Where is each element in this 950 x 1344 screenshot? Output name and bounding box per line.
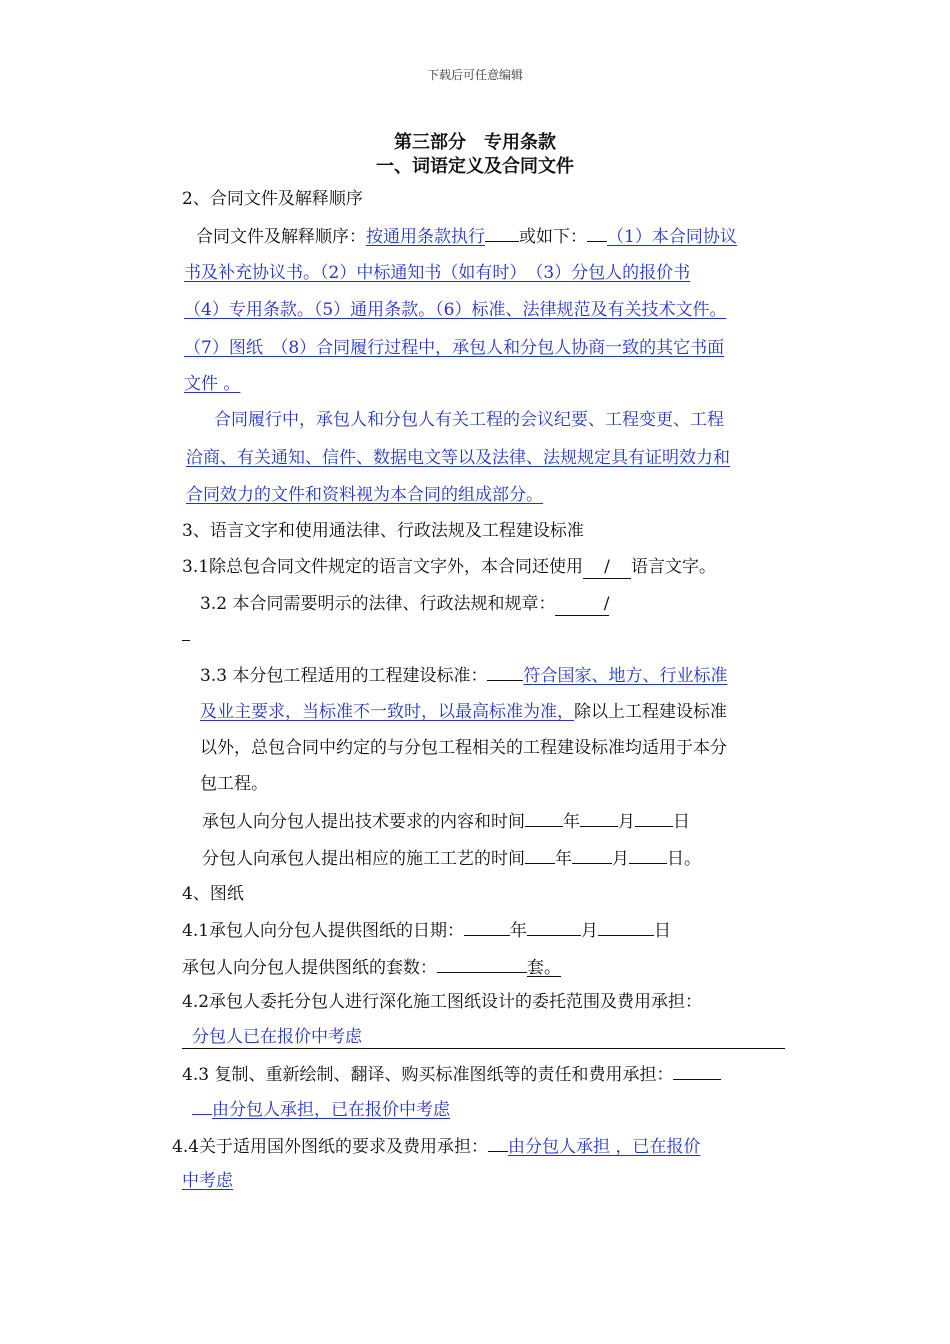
year-blank bbox=[525, 810, 563, 827]
s3-3-line4: 包工程。 bbox=[200, 774, 268, 794]
s3-3-blue2: 及业主要求，当标准不一致时，以最高标准为准， bbox=[200, 702, 574, 722]
month-label: 月 bbox=[618, 812, 635, 832]
tech-req-line bbox=[202, 810, 690, 833]
s3-2-line bbox=[200, 593, 609, 616]
blank-line bbox=[587, 225, 607, 242]
s3-2-text: 3.2 本合同需要明示的法律、行政法规和规章： bbox=[200, 594, 556, 614]
s3-3-line1 bbox=[200, 664, 727, 687]
s2-line3: （4）专用条款。（5）通用条款。（6）标准、法律规范及有关技术文件。 bbox=[184, 300, 727, 320]
s2-line1 bbox=[196, 225, 737, 248]
year-label: 年 bbox=[510, 921, 528, 941]
month-label: 月 bbox=[612, 849, 629, 869]
year-label: 年 bbox=[555, 849, 572, 869]
blank-line bbox=[673, 1063, 721, 1080]
s2-l1-blue: （1）本合同协议 bbox=[607, 227, 737, 247]
month-blank bbox=[527, 919, 581, 936]
s4-1-text: 4.1承包人向分包人提供图纸的日期： bbox=[182, 921, 465, 941]
s3-1-value: / bbox=[583, 556, 631, 579]
s3-1-suffix: 语言文字。 bbox=[631, 557, 717, 577]
s4-2-value-line bbox=[182, 1026, 785, 1049]
s4-3-value: 由分包人承担，已在报价中考虑 bbox=[212, 1100, 450, 1120]
day-blank bbox=[629, 847, 667, 864]
s4-4-value-line2: 中考虑 bbox=[182, 1171, 233, 1191]
craft-time-text: 分包人向承包人提出相应的施工工艺的时间 bbox=[202, 849, 525, 869]
day-blank bbox=[598, 919, 654, 936]
s2-default-link[interactable]: 按通用条款执行 bbox=[366, 227, 485, 247]
day-label: 日 bbox=[654, 921, 672, 941]
s2-para-line1: 合同履行中，承包人和分包人有关工程的会议纪要、工程变更、工程 bbox=[214, 410, 724, 430]
s2-l1-pre: 合同文件及解释顺序： bbox=[196, 227, 366, 247]
s2-para-line3: 合同效力的文件和资料视为本合同的组成部分。 bbox=[186, 485, 543, 505]
year-blank bbox=[525, 847, 555, 864]
year-blank bbox=[464, 919, 510, 936]
s2-heading: 2、合同文件及解释顺序 bbox=[182, 189, 363, 209]
sets-unit: 套。 bbox=[527, 958, 561, 978]
s2-line5: 文件 。 bbox=[184, 374, 241, 394]
s4-4-value: 由分包人承担 ，已在报价 bbox=[508, 1137, 701, 1157]
blank-line bbox=[488, 1135, 508, 1152]
s2-line4: （7）图纸 （8）合同履行过程中，承包人和分包人协商一致的其它书面 bbox=[184, 338, 725, 358]
s3-1-text: 3.1除总包合同文件规定的语言文字外，本合同还使用 bbox=[182, 557, 584, 577]
s4-4-line bbox=[172, 1135, 700, 1158]
s4-1-sets-line bbox=[182, 956, 561, 979]
s3-2-value: / bbox=[555, 593, 609, 616]
s3-heading: 3、语言文字和使用通法律、行政法规及工程建设标准 bbox=[182, 521, 584, 541]
s4-3-value-line bbox=[192, 1098, 450, 1121]
s3-3-line3: 以外，总包合同中约定的与分包工程相关的工程建设标准均适用于本分 bbox=[200, 738, 727, 758]
s4-3-line bbox=[182, 1063, 721, 1086]
s4-4-text: 4.4关于适用国外图纸的要求及费用承担： bbox=[172, 1137, 489, 1157]
month-blank bbox=[580, 810, 618, 827]
s3-3-text: 3.3 本分包工程适用的工程建设标准： bbox=[200, 666, 488, 686]
s2-l1-mid: 或如下： bbox=[519, 227, 587, 247]
sets-blank bbox=[437, 956, 527, 973]
blank-line bbox=[485, 225, 519, 242]
s4-2-line: 4.2承包人委托分包人进行深化施工图纸设计的委托范围及费用承担： bbox=[182, 992, 703, 1012]
s3-3-line2 bbox=[200, 701, 727, 723]
year-label: 年 bbox=[563, 812, 580, 832]
day-blank bbox=[635, 810, 673, 827]
s4-1-sets-text: 承包人向分包人提供图纸的套数： bbox=[182, 958, 437, 978]
part-title: 第三部分 专用条款 bbox=[394, 132, 556, 153]
blank-line bbox=[192, 1098, 212, 1115]
blank-line bbox=[487, 664, 523, 681]
s2-para-line2: 洽商、有关通知、信件、数据电文等以及法律、法规规定具有证明效力和 bbox=[186, 448, 730, 468]
section-title: 一、词语定义及合同文件 bbox=[376, 156, 574, 177]
day-label: 日。 bbox=[667, 849, 701, 869]
stray-underline bbox=[182, 640, 190, 641]
month-blank bbox=[572, 847, 612, 864]
s4-heading: 4、图纸 bbox=[182, 884, 244, 904]
day-label: 日 bbox=[673, 812, 690, 832]
s2-line2: 书及补充协议书。（2）中标通知书（如有时） （3）分包人的报价书 bbox=[184, 263, 691, 283]
s3-1-line bbox=[182, 556, 716, 579]
s3-3-blue: 符合国家、地方、行业标准 bbox=[523, 666, 728, 686]
s3-3-post: 除以上工程建设标准 bbox=[574, 702, 727, 722]
month-label: 月 bbox=[581, 921, 599, 941]
s4-3-text: 4.3 复制、重新绘制、翻译、购买标准图纸等的责任和费用承担： bbox=[182, 1065, 674, 1085]
craft-time-line bbox=[202, 847, 701, 870]
page-header: 下载后可任意编辑 bbox=[426, 68, 523, 82]
s4-1-line bbox=[182, 919, 671, 942]
s4-2-value: 分包人已在报价中考虑 bbox=[192, 1027, 362, 1047]
tech-req-text: 承包人向分包人提出技术要求的内容和时间 bbox=[202, 812, 525, 832]
